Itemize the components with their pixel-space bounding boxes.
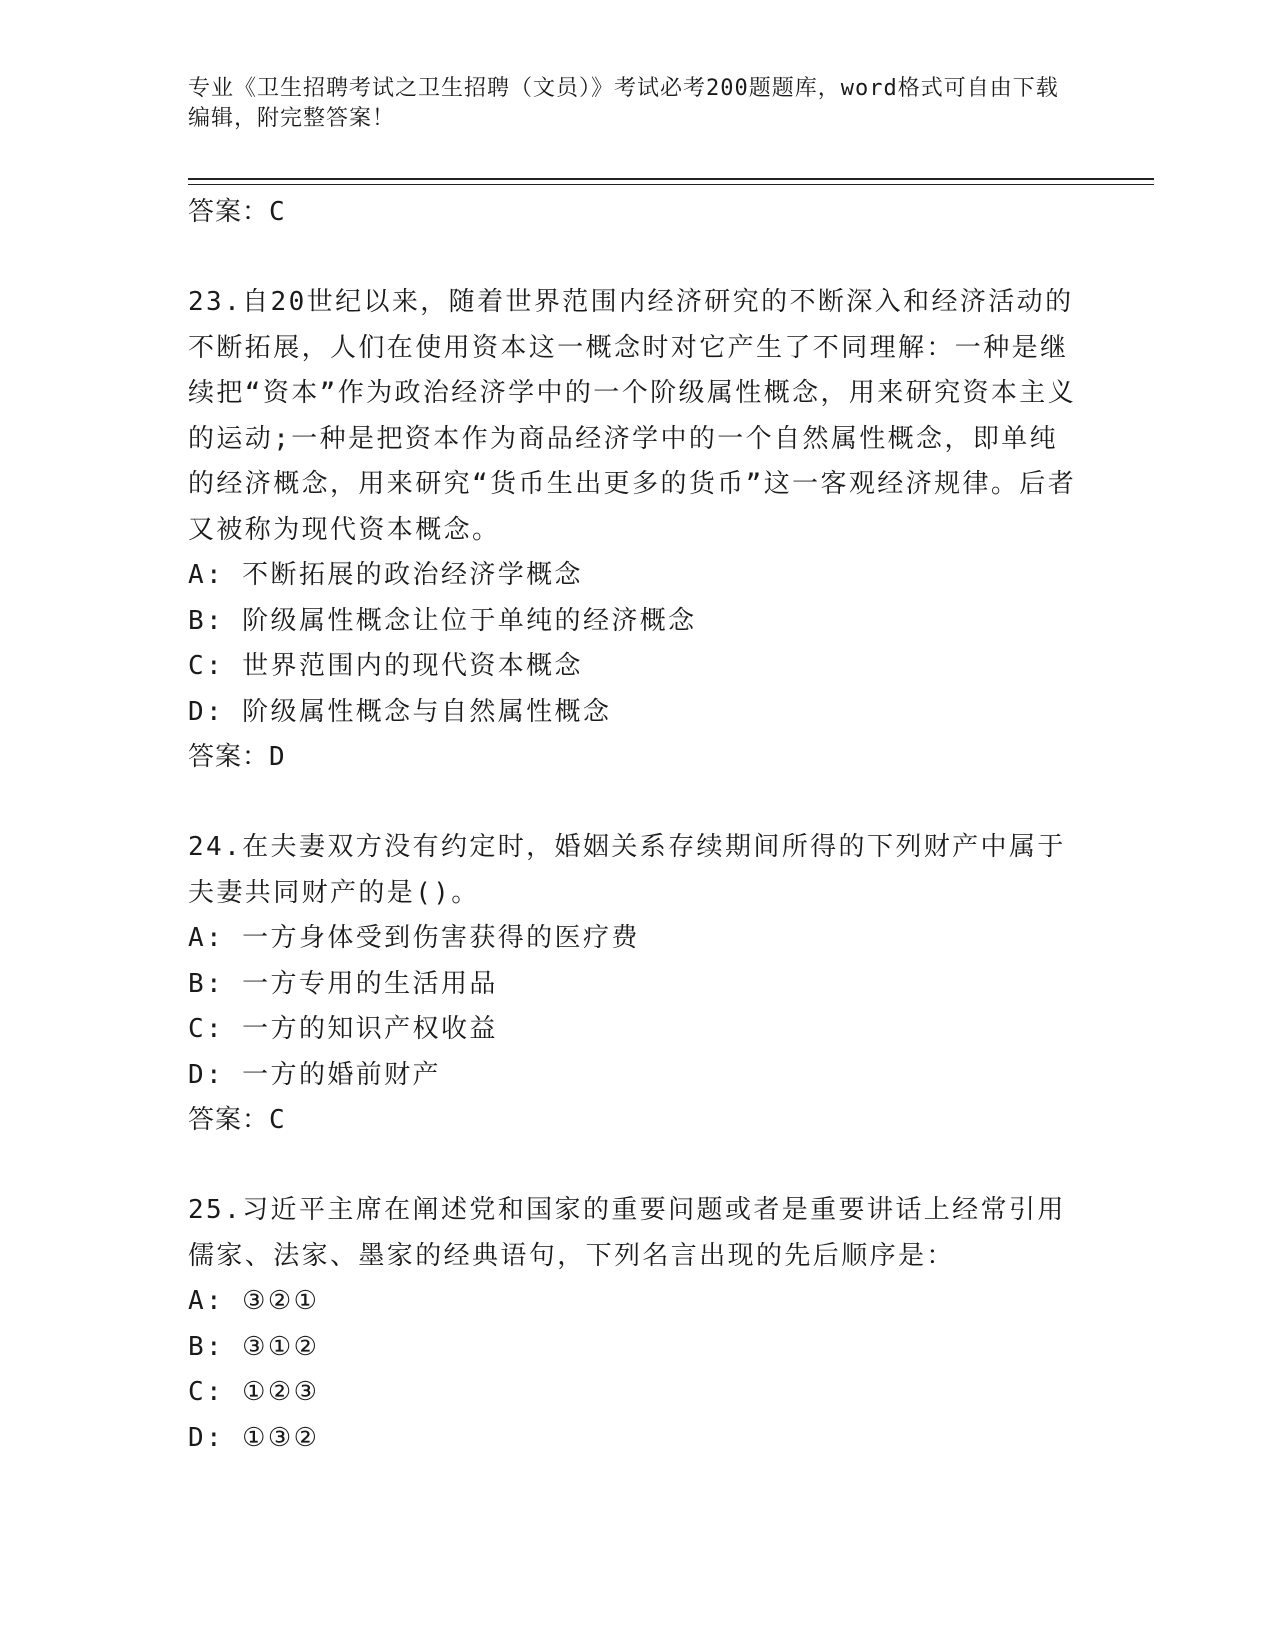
previous-answer: 答案：C [188,197,286,227]
option-c: C: 世界范围内的现代资本概念 [188,651,583,681]
option-c: C: ①②③ [188,1377,320,1407]
option-d: D: ①③② [188,1422,320,1453]
header-rule-thin [188,184,1154,185]
option-a: A: 不断拓展的政治经济学概念 [188,560,583,590]
option-d: D: 阶级属性概念与自然属性概念 [188,696,612,727]
question-stem: 23.自20世纪以来，随着世界范围内经济研究的不断深入和经济活动的不断拓展，人们在使用资本这一概念时对它产生了不同理解：一种是继续把“资本”作为政治经济学中的一个阶级属性概念，用来研究资本主义的运动;一种是把资本作为商品经济学中的一个自然属性概念，即单纯的经济概念，用来研究“货币生出更多的货币”这一客观经济规律。后者又被称为现代资本概念。 [188,287,1077,545]
option-b: B: ③①② [188,1331,320,1362]
question-stem: 25.习近平主席在阐述党和国家的重要问题或者是重要讲话上经常引用儒家、法家、墨家的经典语句，下列名言出现的先后顺序是： [188,1195,1066,1271]
option-b: B: 一方专用的生活用品 [188,968,498,999]
question-24 [188,825,1078,1142]
option-a: A: ③②① [188,1286,320,1316]
question-23 [188,280,1078,779]
page-header: 专业《卫生招聘考试之卫生招聘（文员）》考试必考200题题库，word格式可自由下载编辑，附完整答案！ [188,76,1059,131]
question-answer: 答案：C [188,1105,286,1135]
option-c: C: 一方的知识产权收益 [188,1014,498,1044]
option-a: A: 一方身体受到伤害获得的医疗费 [188,923,640,953]
header-rule-thick [188,178,1154,180]
question-answer: 答案：D [188,742,286,772]
option-b: B: 阶级属性概念让位于单纯的经济概念 [188,605,697,636]
option-d: D: 一方的婚前财产 [188,1059,441,1090]
question-25 [188,1188,1078,1461]
question-stem: 24.在夫妻双方没有约定时，婚姻关系存续期间所得的下列财产中属于夫妻共同财产的是()。 [188,832,1066,908]
question-list [188,190,1078,1461]
